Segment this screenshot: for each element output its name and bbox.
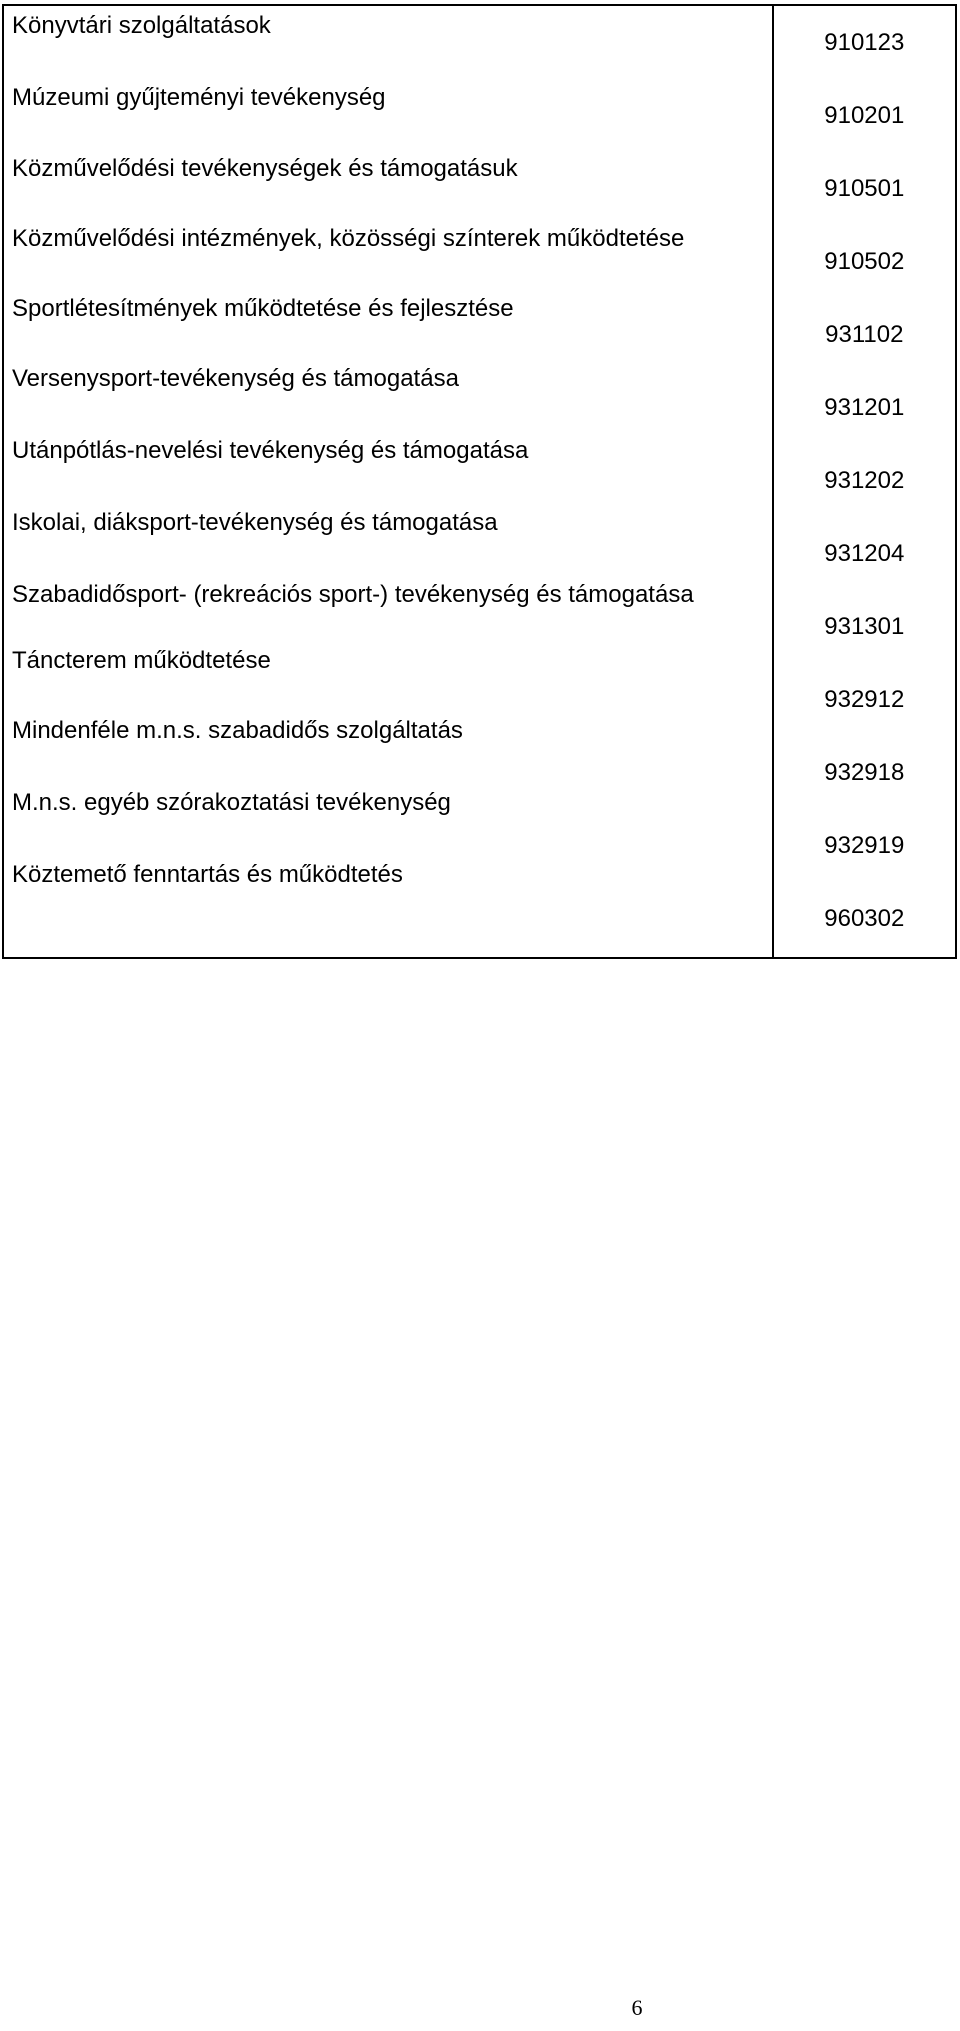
activity-name: Versenysport-tevékenység és támogatása	[12, 365, 459, 392]
activity-name: Múzeumi gyűjteményi tevékenység	[12, 84, 386, 111]
activity-names-cell	[3, 5, 773, 958]
activity-name: Közművelődési tevékenységek és támogatásuk	[12, 155, 518, 182]
activity-code: 931201	[824, 394, 905, 421]
activity-name: Könyvtári szolgáltatások	[12, 12, 271, 39]
activity-code: 910201	[824, 102, 905, 129]
activity-code-table	[2, 4, 957, 959]
activity-code: 931202	[824, 467, 905, 494]
activity-code: 932919	[824, 832, 905, 859]
activity-name: Táncterem működtetése	[12, 647, 271, 674]
activity-code: 910501	[824, 175, 905, 202]
activity-name: Mindenféle m.n.s. szabadidős szolgáltatás	[12, 717, 463, 744]
activity-name: Szabadidősport- (rekreációs sport-) tevékenység és támogatása	[12, 581, 694, 608]
activity-codes-cell	[773, 5, 956, 958]
activity-code: 932918	[824, 759, 905, 786]
activity-name: M.n.s. egyéb szórakoztatási tevékenység	[12, 789, 451, 816]
activity-name: Utánpótlás-nevelési tevékenység és támogatása	[12, 437, 529, 464]
activity-name: Iskolai, diáksport-tevékenység és támogatása	[12, 509, 498, 536]
activity-name: Közművelődési intézmények, közösségi színterek működtetése	[12, 225, 685, 252]
activity-name: Köztemető fenntartás és működtetés	[12, 861, 403, 888]
activity-code: 910502	[824, 248, 905, 275]
activity-code: 960302	[824, 905, 905, 932]
activity-code: 931102	[825, 321, 904, 348]
activity-code: 910123	[824, 29, 905, 56]
activity-code: 931301	[824, 613, 905, 640]
page-number: 6	[631, 1995, 643, 2020]
activity-code: 932912	[824, 686, 905, 713]
activity-name: Sportlétesítmények működtetése és fejlesztése	[12, 295, 514, 322]
activity-code: 931204	[824, 540, 905, 567]
table-row	[3, 5, 956, 958]
